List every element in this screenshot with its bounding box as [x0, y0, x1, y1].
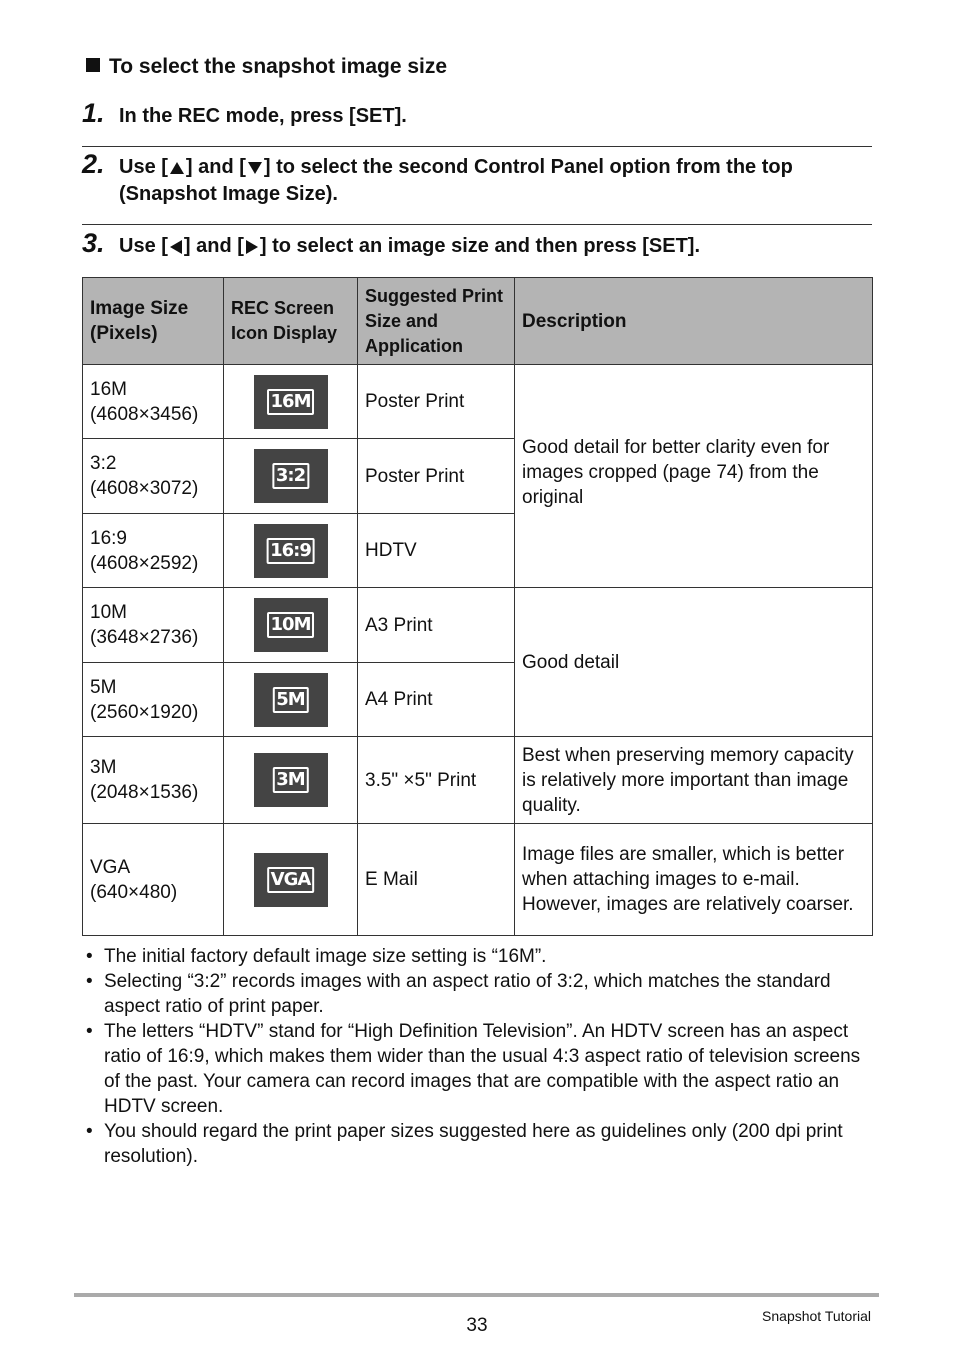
size-16-9-icon	[254, 524, 328, 578]
print-cell: A3 Print	[358, 588, 515, 663]
notes-list	[82, 944, 872, 1169]
image-size-table	[82, 277, 873, 936]
step-text-part: ] and [	[185, 156, 246, 178]
size-cell	[83, 737, 224, 824]
size-cell	[83, 514, 224, 588]
header-image-size: Image Size (Pixels)	[83, 278, 224, 365]
step-text-part: ] and [	[183, 235, 244, 257]
step-text-part: ] to select the second Control Panel option from the top (Snapshot Image Size).	[119, 156, 793, 205]
up-arrow-icon	[170, 162, 184, 174]
description-cell: Image files are smaller, which is better when attaching images to e-mail. However, images are relatively coarser.	[515, 824, 873, 936]
size-16m-icon	[254, 375, 328, 429]
step-number: 3.	[82, 228, 105, 258]
step-3	[82, 228, 872, 260]
icon-cell	[224, 824, 358, 936]
table-row	[83, 365, 873, 439]
icon-cell	[224, 514, 358, 588]
size-3m-icon	[254, 753, 328, 807]
description-cell: Best when preserving memory capacity is relatively more important than image quality.	[515, 737, 873, 824]
size-cell	[83, 663, 224, 737]
icon-label: 5M	[272, 687, 308, 713]
square-bullet-icon	[86, 58, 100, 72]
icon-cell	[224, 737, 358, 824]
print-cell: Poster Print	[358, 439, 515, 514]
pixel-label: (4608×2592)	[90, 552, 199, 574]
step-number: 2.	[82, 149, 105, 179]
section-heading	[86, 55, 447, 79]
size-label: 10M	[90, 602, 127, 623]
step-text	[119, 233, 872, 260]
description-cell: Good detail for better clarity even for images cropped (page 74) from the original	[515, 365, 873, 588]
size-label: 3:2	[90, 453, 117, 474]
size-cell	[83, 588, 224, 663]
list-item: • The initial factory default image size setting is “16M”.	[82, 944, 872, 969]
step-text	[119, 154, 872, 208]
divider	[82, 146, 872, 147]
step-1	[82, 98, 872, 130]
section-heading-text: To select the snapshot image size	[109, 55, 448, 78]
size-label: 16:9	[90, 527, 127, 549]
left-arrow-icon	[170, 240, 182, 254]
divider	[82, 224, 872, 225]
header-print-size: Suggested Print Size and Application	[358, 278, 515, 365]
size-label: VGA	[90, 856, 131, 878]
print-cell: E Mail	[358, 824, 515, 936]
size-vga-icon	[254, 853, 328, 907]
table-row	[83, 824, 873, 936]
icon-label: 16M	[267, 389, 315, 415]
footer-divider	[74, 1293, 879, 1297]
size-3-2-icon	[254, 449, 328, 503]
pixel-label: (2048×1536)	[90, 782, 199, 803]
print-cell: HDTV	[358, 514, 515, 588]
header-icon-display: REC Screen Icon Display	[224, 278, 358, 365]
description-cell: Good detail	[515, 588, 873, 737]
right-arrow-icon	[246, 240, 258, 254]
print-cell: 3.5" ×5" Print	[358, 737, 515, 824]
icon-cell	[224, 588, 358, 663]
list-item: • You should regard the print paper sizes suggested here as guidelines only (200 dpi print resolution).	[82, 1119, 872, 1169]
pixel-label: (640×480)	[90, 881, 178, 903]
size-cell	[83, 439, 224, 514]
step-text-part: ] to select an image size and then press [SET].	[259, 235, 701, 257]
pixel-label: (4608×3456)	[90, 403, 199, 425]
size-cell	[83, 365, 224, 439]
step-text-part: Use [	[119, 235, 168, 257]
page-number: 33	[466, 1315, 488, 1336]
table-row	[83, 737, 873, 824]
size-cell	[83, 824, 224, 936]
step-2	[82, 149, 872, 208]
table-row	[83, 588, 873, 663]
print-cell: A4 Print	[358, 663, 515, 737]
section-name: Snapshot Tutorial	[762, 1308, 871, 1324]
icon-label: 16:9	[266, 538, 315, 564]
header-description: Description	[515, 278, 873, 365]
pixel-label: (2560×1920)	[90, 701, 199, 723]
size-10m-icon	[254, 598, 328, 652]
list-item: • The letters “HDTV” stand for “High Definition Television”. An HDTV screen has an aspect ratio of 16:9, which makes them wider than the usual 4:3 aspect ratio of television screens of the past. Your camera can record images that are compatible with the aspect ratio an HDTV screen.	[82, 1019, 872, 1119]
pixel-label: (3648×2736)	[90, 627, 199, 648]
icon-cell	[224, 663, 358, 737]
icon-cell	[224, 439, 358, 514]
down-arrow-icon	[248, 162, 262, 174]
step-text-part: Use [	[119, 156, 168, 178]
size-label: 3M	[90, 757, 117, 778]
step-number: 1.	[82, 98, 105, 128]
icon-cell	[224, 365, 358, 439]
icon-label: 3:2	[272, 463, 309, 489]
step-text: In the REC mode, press [SET].	[119, 105, 407, 127]
icon-label: VGA	[267, 867, 315, 893]
size-5m-icon	[254, 673, 328, 727]
print-cell: Poster Print	[358, 365, 515, 439]
icon-label: 3M	[272, 767, 308, 793]
table-header-row	[83, 278, 873, 365]
size-label: 16M	[90, 378, 127, 400]
pixel-label: (4608×3072)	[90, 478, 199, 499]
list-item: • Selecting “3:2” records images with an aspect ratio of 3:2, which matches the standard aspect ratio of print paper.	[82, 969, 872, 1019]
icon-label: 10M	[267, 612, 315, 638]
size-label: 5M	[90, 676, 117, 698]
